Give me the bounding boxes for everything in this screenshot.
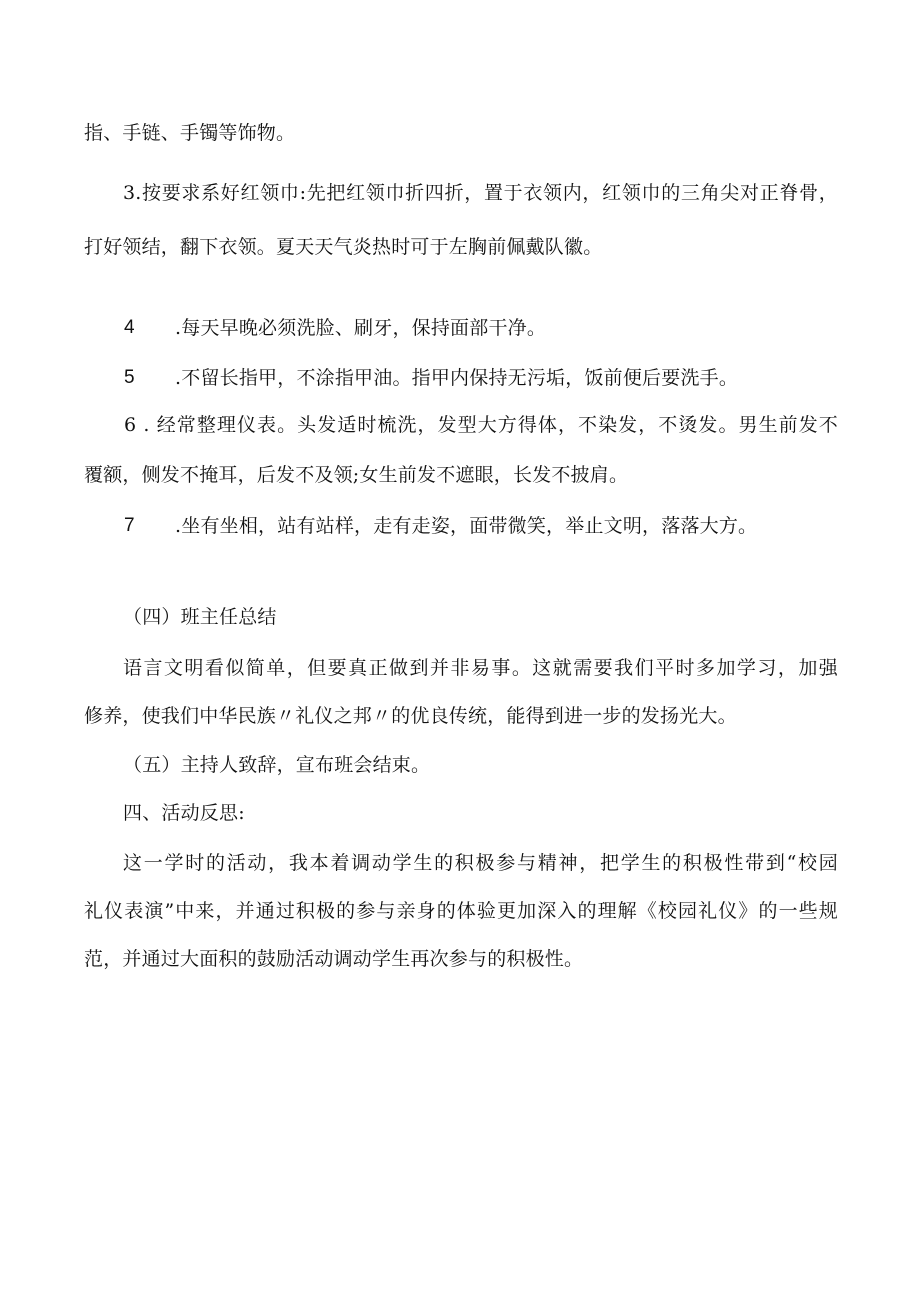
item-5-text: .不留长指甲，不涂指甲油。指甲内保持无污垢，饭前便后要洗手。	[175, 367, 739, 389]
section-4-line-2: 修养，使我们中华民族〃礼仪之邦〃的优良传统，能得到进一步的发扬光大。	[84, 705, 737, 727]
section-5-heading: （五）主持人致辞，宣布班会结束。	[123, 754, 431, 776]
item-6-line-2: 覆额，侧发不掩耳，后发不及领;女生前发不遮眼，长发不披肩。	[84, 464, 629, 486]
reflection-line-3: 范，并通过大面积的鼓励活动调动学生再次参与的积极性。	[84, 948, 584, 970]
section-4-line-1: 语言文明看似简单，但要真正做到并非易事。这就需要我们平时多加学习，加强	[123, 657, 838, 679]
item-4-number: 4	[124, 317, 135, 338]
paragraph-line-accessories: 指、手链、手镯等饰物。	[84, 122, 296, 144]
reflection-heading: 四、活动反思:	[123, 802, 245, 824]
reflection-line-2: 礼仪表演”中来，并通过积极的参与亲身的体验更加深入的理解《校园礼仪》的一些规	[84, 900, 838, 922]
item-4-text: .每天早晚必须洗脸、刷牙，保持面部干净。	[175, 317, 547, 339]
item-3-line-1: 3.按要求系好红领巾:先把红领巾折四折，置于衣领内，红领巾的三角尖对正脊骨，	[123, 182, 838, 204]
item-5-number: 5	[124, 367, 135, 388]
item-7-number: 7	[124, 515, 135, 536]
section-4-heading: （四）班主任总结	[123, 606, 277, 628]
item-3-line-2: 打好领结，翻下衣领。夏天天气炎热时可于左胸前佩戴队徽。	[84, 236, 603, 258]
item-7-text: .坐有坐相，站有站样，走有走姿，面带微笑，举止文明，落落大方。	[175, 515, 758, 537]
item-6-line-1: 6 . 经常整理仪表。头发适时梳洗，发型大方得体，不染发，不烫发。男生前发不	[124, 414, 838, 436]
reflection-line-1: 这一学时的活动，我本着调动学生的积极参与精神，把学生的积极性带到“校园	[123, 852, 838, 874]
